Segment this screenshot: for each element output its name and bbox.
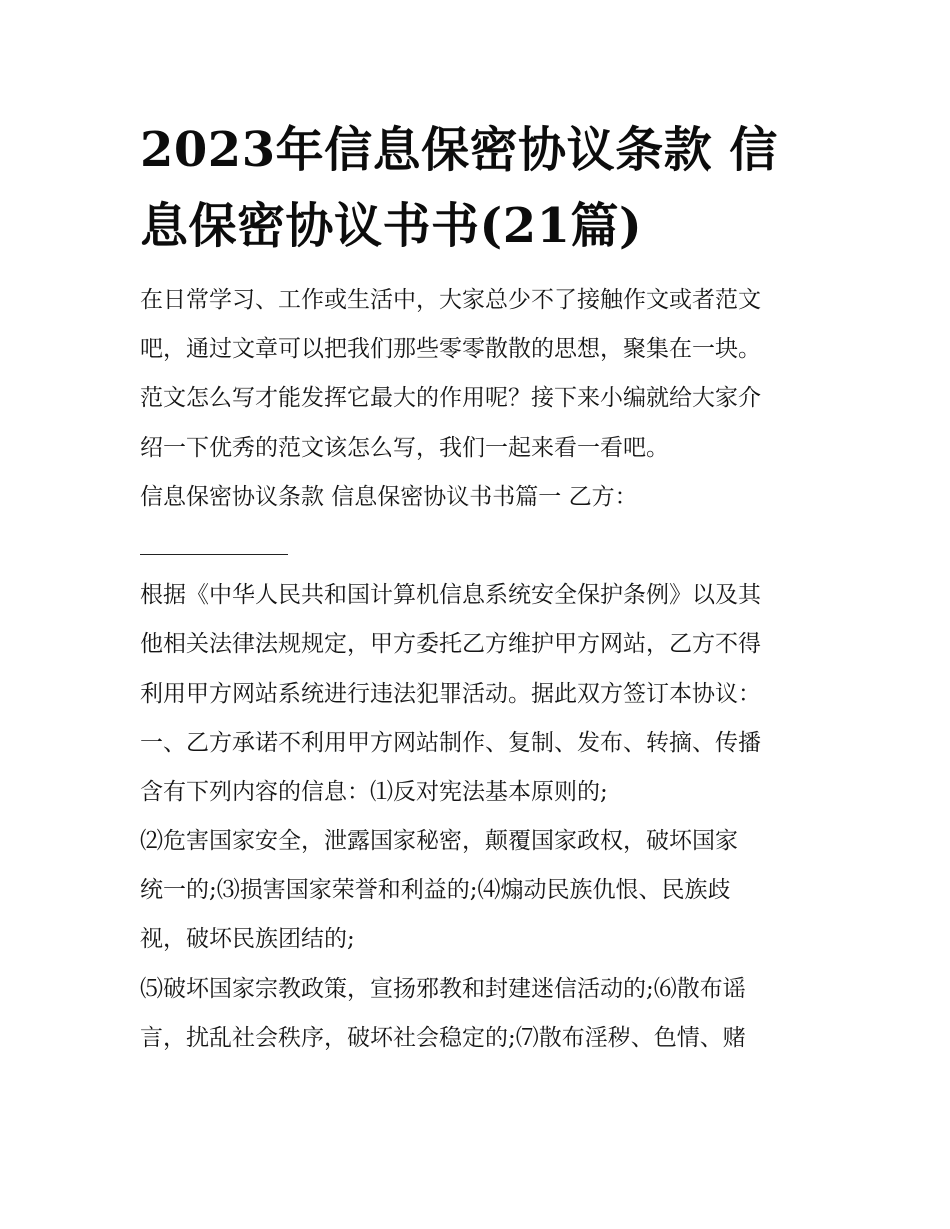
title-line: 息保密协议书书(21篇) [140,198,643,254]
paragraph-line: 吧，通过文章可以把我们那些零零散散的思想，聚集在一块。 [140,336,761,363]
paragraph-line: 根据《中华人民共和国计算机信息系统安全保护条例》以及其 [140,582,761,609]
paragraph-line: 含有下列内容的信息：⑴反对宪法基本原则的; [140,778,608,805]
section-heading-line: 信息保密协议条款 信息保密协议书书篇一 乙方： [140,483,638,510]
paragraph-line: 在日常学习、工作或生活中，大家总少不了接触作文或者范文 [140,287,761,313]
paragraph-line: 绍一下优秀的范文该怎么写，我们一起来看一看吧。 [140,434,669,461]
paragraph-line: 利用甲方网站系统进行违法犯罪活动。据此双方签订本协议： [140,680,761,707]
paragraph-line: 言，扰乱社会秩序，破坏社会稳定的;⑺散布淫秽、色情、赌 [140,1024,746,1051]
paragraph-line: 范文怎么写才能发挥它最大的作用呢？接下来小编就给大家介 [140,385,761,412]
paragraph-line: 统一的;⑶损害国家荣誉和利益的;⑷煽动民族仇恨、民族歧 [140,877,731,904]
paragraph-line: ⑵危害国家安全，泄露国家秘密，颠覆国家政权，破坏国家 [140,828,738,855]
document-title [140,112,820,264]
document-body [140,276,820,1063]
paragraph-line: 视，破坏民族团结的; [140,926,355,953]
paragraph-line: 一、乙方承诺不利用甲方网站制作、复制、发布、转摘、传播 [140,729,761,756]
title-line: 2023年信息保密协议条款 信 [140,122,778,178]
signature-blank-line [140,522,288,571]
paragraph-line: ⑸破坏国家宗教政策，宣扬邪教和封建迷信活动的;⑹散布谣 [140,975,746,1002]
paragraph-line: 他相关法律法规规定，甲方委托乙方维护甲方网站，乙方不得 [140,631,761,658]
